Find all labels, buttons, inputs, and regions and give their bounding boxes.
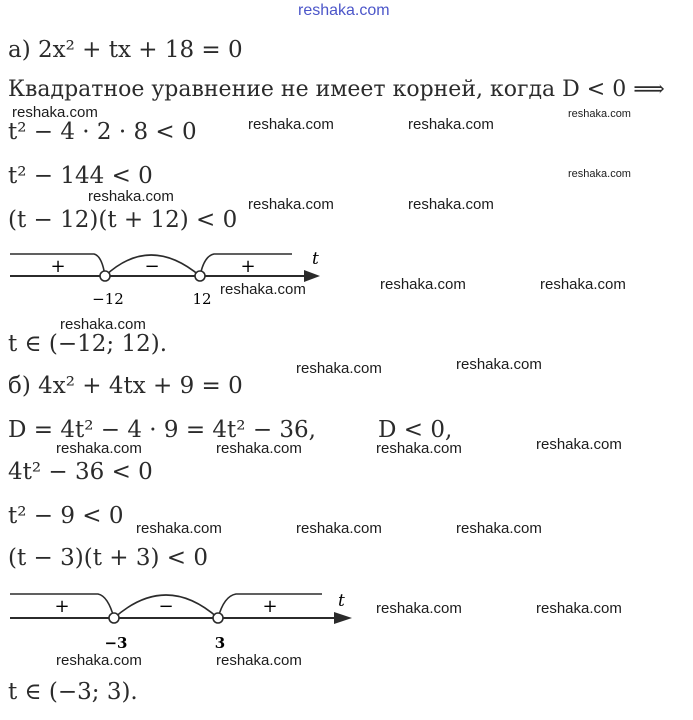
watermark: reshaka.com	[136, 520, 222, 537]
watermark: reshaka.com	[376, 440, 462, 457]
watermark: reshaka.com	[88, 188, 174, 205]
axis-variable: t	[338, 591, 345, 611]
watermark: reshaka.com	[568, 108, 631, 120]
watermark: reshaka.com	[568, 168, 631, 180]
part-a-answer: t ∈ (−12; 12).	[8, 331, 168, 357]
watermark: reshaka.com	[408, 116, 494, 133]
part-b-discriminant: D = 4t² − 4 · 9 = 4t² − 36,	[8, 417, 316, 443]
root-point-right	[213, 613, 223, 623]
watermark: reshaka.com	[56, 652, 142, 669]
top-watermark: reshaka.com	[298, 2, 390, 19]
part-b-equation: б) 4x² + 4tx + 9 = 0	[8, 373, 243, 399]
watermark: reshaka.com	[296, 360, 382, 377]
root-label-left: −3	[104, 634, 128, 652]
watermark: reshaka.com	[216, 440, 302, 457]
sign-middle: −	[144, 256, 160, 277]
watermark: reshaka.com	[376, 600, 462, 617]
axis-variable: t	[312, 249, 319, 269]
root-label-left: −12	[92, 290, 124, 308]
root-label-right: 3	[214, 634, 226, 652]
sign-left: +	[54, 596, 70, 617]
part-b-step3: (t − 3)(t + 3) < 0	[8, 545, 208, 571]
watermark: reshaka.com	[408, 196, 494, 213]
sign-right: +	[240, 256, 256, 277]
part-a-step2: t² − 144 < 0	[8, 163, 153, 189]
sign-middle: −	[158, 596, 174, 617]
watermark: reshaka.com	[296, 520, 382, 537]
watermark: reshaka.com	[56, 440, 142, 457]
part-b-answer: t ∈ (−3; 3).	[8, 679, 138, 705]
watermark: reshaka.com	[536, 600, 622, 617]
root-point-left	[100, 271, 110, 281]
axis-arrow	[334, 612, 352, 624]
part-b-step2: t² − 9 < 0	[8, 503, 124, 529]
part-a-number-line	[0, 240, 340, 312]
watermark: reshaka.com	[248, 196, 334, 213]
sign-left: +	[50, 256, 66, 277]
part-a-step1: t² − 4 · 2 · 8 < 0	[8, 119, 197, 145]
watermark: reshaka.com	[12, 104, 98, 121]
part-a-condition: Квадратное уравнение не имеет корней, когда D < 0 ⟹	[8, 77, 665, 102]
watermark: reshaka.com	[540, 276, 626, 293]
part-b-step1: 4t² − 36 < 0	[8, 459, 153, 485]
watermark: reshaka.com	[216, 652, 302, 669]
watermark: reshaka.com	[380, 276, 466, 293]
part-a-step3: (t − 12)(t + 12) < 0	[8, 207, 238, 233]
watermark: reshaka.com	[248, 116, 334, 133]
watermark: reshaka.com	[456, 520, 542, 537]
watermark: reshaka.com	[220, 281, 306, 298]
part-a-equation: а) 2x² + tx + 18 = 0	[8, 37, 243, 63]
watermark: reshaka.com	[456, 356, 542, 373]
sign-right: +	[262, 596, 278, 617]
watermark: reshaka.com	[60, 316, 146, 333]
root-point-left	[109, 613, 119, 623]
root-label-right: 12	[192, 290, 212, 308]
part-b-number-line	[0, 582, 360, 654]
axis-arrow	[304, 270, 320, 282]
watermark: reshaka.com	[536, 436, 622, 453]
root-point-right	[195, 271, 205, 281]
part-b-condition: D < 0,	[378, 417, 453, 443]
